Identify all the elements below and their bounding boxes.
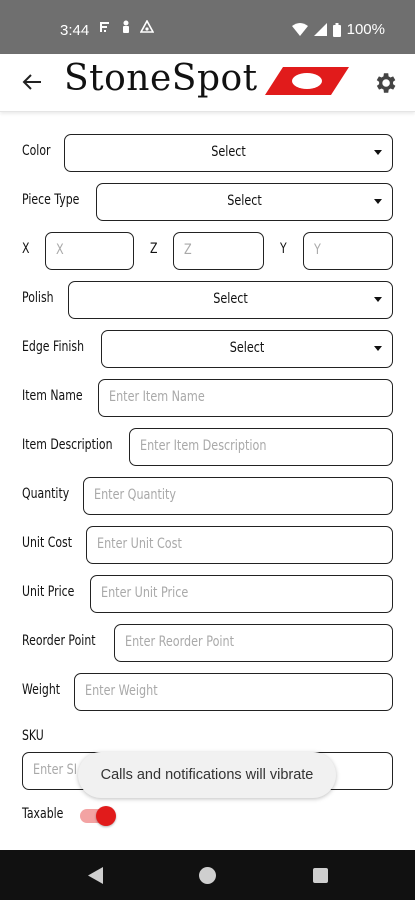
color-select[interactable]: [64, 134, 393, 172]
item-description-label: Item Description: [22, 437, 113, 453]
quantity-input[interactable]: [83, 477, 393, 515]
edge-finish-label: Edge Finish: [22, 339, 85, 355]
caret-down-icon: [374, 199, 382, 204]
z-input[interactable]: [173, 232, 264, 270]
piece-type-select[interactable]: [96, 183, 393, 221]
item-name-input[interactable]: [98, 379, 393, 417]
y-placeholder: Y: [314, 242, 321, 258]
edge-finish-select-value: Select: [229, 340, 265, 356]
taxable-label: Taxable: [22, 806, 64, 822]
quantity-placeholder: Enter Quantity: [94, 487, 177, 503]
app-title: StoneSpot: [64, 58, 258, 99]
system-nav-bar: [0, 850, 415, 900]
weight-placeholder: Enter Weight: [85, 683, 158, 699]
wifi-icon: [292, 23, 308, 36]
unit-price-row: [22, 575, 393, 613]
sku-placeholder: Enter SI: [33, 762, 78, 778]
unit-cost-label: Unit Cost: [22, 535, 72, 551]
sku-label: SKU: [22, 728, 44, 744]
unit-cost-input[interactable]: [86, 526, 393, 564]
polish-select[interactable]: [68, 281, 393, 319]
sync-icon: [140, 20, 154, 34]
person-icon: [120, 20, 132, 34]
item-name-row: [22, 379, 393, 417]
nav-recents-icon[interactable]: [313, 868, 328, 883]
nav-home-icon[interactable]: [199, 867, 216, 884]
item-description-placeholder: Enter Item Description: [140, 438, 267, 454]
polish-label: Polish: [22, 290, 54, 306]
notification-icon: [98, 20, 112, 34]
item-description-row: [22, 428, 393, 466]
item-name-placeholder: Enter Item Name: [109, 389, 205, 405]
status-left-icons: [98, 20, 154, 34]
taxable-row: [22, 804, 393, 830]
sku-label-row: [22, 726, 393, 748]
y-input[interactable]: [303, 232, 393, 270]
color-label: Color: [22, 143, 51, 159]
edge-finish-row: [22, 330, 393, 368]
color-row: [22, 134, 393, 172]
reorder-point-row: [22, 624, 393, 662]
arrow-left-icon: [22, 73, 42, 91]
stonespot-logo: [265, 66, 349, 96]
reorder-point-input[interactable]: [114, 624, 393, 662]
piece-type-select-value: Select: [227, 193, 262, 209]
z-label: Z: [150, 241, 158, 257]
unit-price-input[interactable]: [90, 575, 393, 613]
item-description-input[interactable]: [129, 428, 393, 466]
weight-label: Weight: [22, 682, 61, 698]
x-input[interactable]: [45, 232, 134, 270]
dimensions-row: [22, 232, 393, 270]
piece-type-row: [22, 183, 393, 221]
caret-down-icon: [374, 346, 382, 351]
nav-back-icon[interactable]: [88, 867, 103, 884]
x-label: X: [22, 241, 30, 257]
quantity-row: [22, 477, 393, 515]
toast-message: Calls and notifications will vibrate: [100, 767, 314, 783]
unit-price-placeholder: Enter Unit Price: [101, 585, 189, 601]
battery-icon: [333, 23, 341, 37]
unit-cost-placeholder: Enter Unit Cost: [97, 536, 182, 552]
quantity-label: Quantity: [22, 486, 70, 502]
signal-icon: [314, 23, 327, 36]
edge-finish-select[interactable]: [101, 330, 393, 368]
settings-button[interactable]: [372, 70, 398, 96]
y-label: Y: [280, 241, 287, 257]
x-placeholder: X: [56, 242, 64, 258]
unit-price-label: Unit Price: [22, 584, 75, 600]
toast-notification: [78, 752, 336, 798]
status-time: 3:44: [60, 22, 90, 39]
reorder-point-label: Reorder Point: [22, 633, 96, 649]
weight-row: [22, 673, 393, 711]
gear-icon: [372, 70, 398, 96]
unit-cost-row: [22, 526, 393, 564]
color-select-value: Select: [211, 144, 246, 160]
battery-percent: 100%: [346, 21, 385, 38]
app-bar: [0, 54, 415, 112]
status-bar: [0, 0, 415, 54]
weight-input[interactable]: [74, 673, 393, 711]
switch-thumb: [96, 806, 116, 826]
z-placeholder: Z: [184, 242, 192, 258]
caret-down-icon: [374, 150, 382, 155]
taxable-switch[interactable]: [80, 806, 116, 826]
item-name-label: Item Name: [22, 388, 83, 404]
polish-row: [22, 281, 393, 319]
piece-type-label: Piece Type: [22, 192, 80, 208]
polish-select-value: Select: [213, 291, 248, 307]
caret-down-icon: [374, 297, 382, 302]
back-button[interactable]: [18, 68, 46, 96]
reorder-point-placeholder: Enter Reorder Point: [125, 634, 235, 650]
status-right: [292, 21, 385, 38]
